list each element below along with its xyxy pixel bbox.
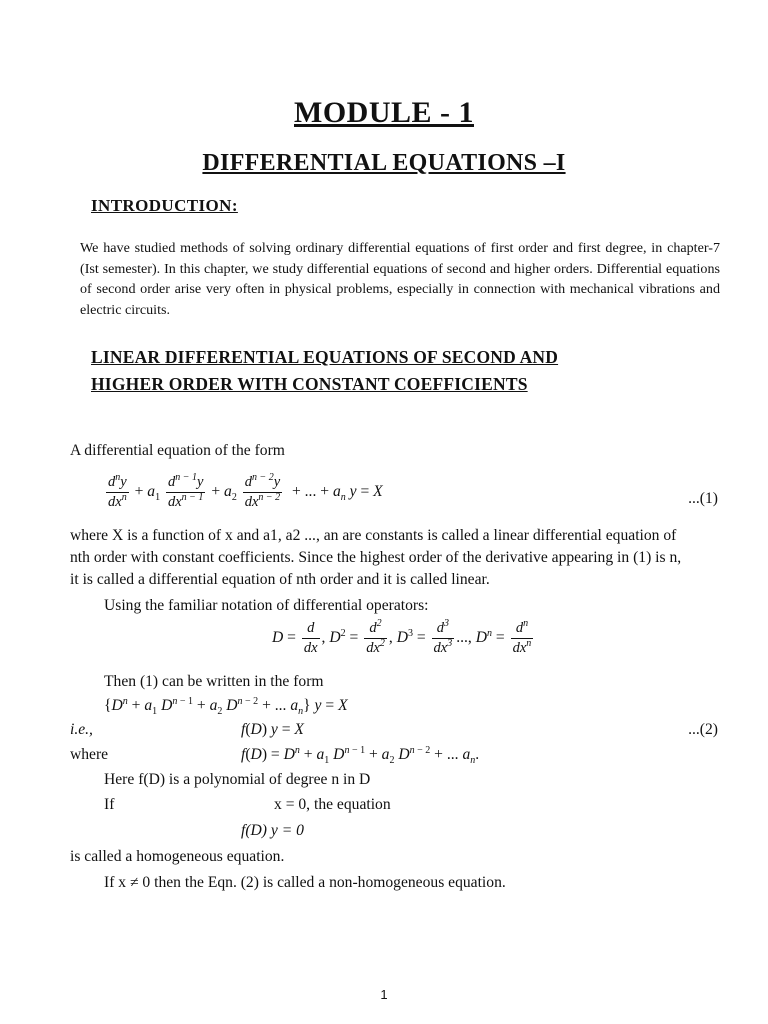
non-homogeneous-line: If x ≠ 0 then the Eqn. (2) is called a non-homogeneous equation. <box>104 874 506 891</box>
linear-heading-line-2: HIGHER ORDER WITH CONSTANT COEFFICIENTS <box>91 374 528 394</box>
operator-form-equation: {$D^n + a_1$ $D^{n - 1} + a_2$ $D^{n - 2}$ + ... $a_n$} y = X <box>104 695 348 718</box>
module-title: MODULE - 1 <box>294 96 474 129</box>
where-line-3: it is called a differential equation of nth order and it is called linear. <box>70 571 490 588</box>
intro-paragraph: We have studied methods of solving ordinary differential equations of first order and first degree, in chapter-7 (Ist semester). In this chapter, we study differential equations of second and higher orders. Differential equations of second order arise very often in physical problems, especially in connection with mechanical vibrations and electric circuits. <box>80 240 720 318</box>
x-zero-text: x = 0, the equation <box>274 796 391 813</box>
where-line-1: where X is a function of x and a1, a2 ..., an are constants is called a linear differential equation of <box>70 527 677 544</box>
polynomial-definition: $f(D) = D^n + a_1$ $D^{n - 1} + a_2$ $D^{n - 2}$ + ... $a_n$. <box>241 744 480 767</box>
homogeneous-line: is called a homogeneous equation. <box>70 848 285 865</box>
linear-de-heading <box>91 344 711 398</box>
equation-1-number: ...(1) <box>688 490 718 507</box>
homogeneous-equation: f(D) y = 0 <box>241 822 304 839</box>
operator-notation: D = $\frac{d}{dx}$ , $D^2$ = $\frac{d^2}{dx^2}$ , $D^3$ = $\frac{d^3}{dx^3}$ ..., $D^n$ = $\frac{d^n}{dx^n}$ <box>272 618 532 656</box>
chapter-title: DIFFERENTIAL EQUATIONS –I <box>202 150 566 176</box>
polynomial-line: Here f(D) is a polynomial of degree n in D <box>104 771 371 788</box>
if-label: If <box>104 796 115 813</box>
equation-1: $\frac{d^ny}{dx^n}$ + $a_1$ $\frac{d^{n - 1}y}{dx^{n - 1}}$ + $a_2$ $\frac{d^{n - 2}y}{dx^{n - 2}}$ + ... + $a_n$ y = X <box>108 472 383 510</box>
equation-2-number: ...(2) <box>688 721 718 738</box>
intro-heading: INTRODUCTION: <box>91 196 238 215</box>
linear-heading-line-1: LINEAR DIFFERENTIAL EQUATIONS OF SECOND AND <box>91 347 559 367</box>
where-label: where <box>70 746 109 763</box>
then-line: Then (1) can be written in the form <box>104 673 324 690</box>
where-line-2: nth order with constant coefficients. Since the highest order of the derivative appearing in (1) is n, <box>70 549 682 566</box>
notation-intro-text: Using the familiar notation of differential operators: <box>104 597 429 614</box>
equation-2: f(D) y = X <box>241 721 304 738</box>
form-intro-text: A differential equation of the form <box>70 442 285 459</box>
ie-label: i.e., <box>70 721 93 738</box>
page-number: 1 <box>380 987 388 1002</box>
